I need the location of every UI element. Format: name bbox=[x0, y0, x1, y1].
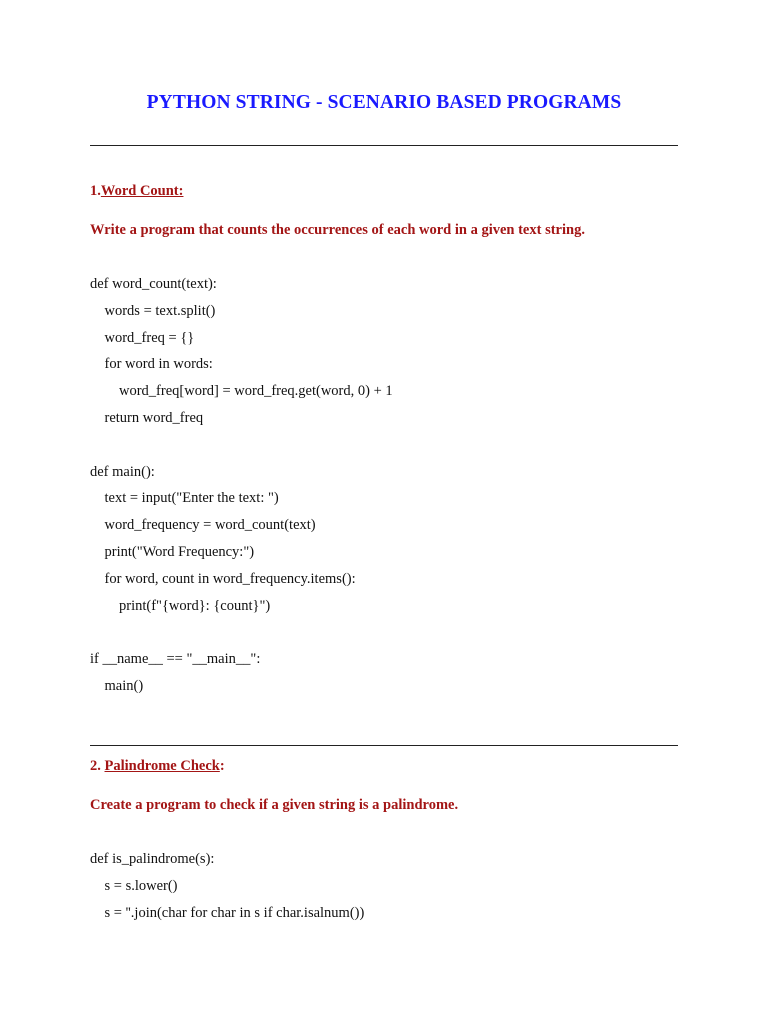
code-line: def is_palindrome(s): bbox=[90, 851, 215, 867]
code-line: s = ''.join(char for char in s if char.isalnum()) bbox=[90, 904, 365, 921]
divider bbox=[90, 745, 678, 746]
code-block-word-count bbox=[90, 271, 393, 700]
blank-line bbox=[90, 619, 393, 646]
page-title: PYTHON STRING - SCENARIO BASED PROGRAMS bbox=[146, 92, 622, 113]
code-block-palindrome bbox=[90, 846, 364, 926]
code-line: print("Word Frequency:") bbox=[90, 543, 255, 560]
section-heading-word-count bbox=[90, 183, 183, 200]
section-title-suffix: : bbox=[219, 758, 225, 774]
code-line: text = input("Enter the text: ") bbox=[90, 490, 279, 507]
code-line: words = text.split() bbox=[90, 302, 216, 319]
code-line: def word_count(text): bbox=[90, 276, 217, 292]
task-description: Write a program that counts the occurrences of each word in a given text string. bbox=[90, 222, 585, 238]
code-line: print(f"{word}: {count}") bbox=[90, 597, 271, 614]
section-heading-palindrome bbox=[90, 758, 225, 775]
code-line: for word in words: bbox=[90, 356, 213, 373]
code-line: word_freq[word] = word_freq.get(word, 0) + 1 bbox=[90, 383, 393, 400]
divider bbox=[90, 145, 678, 146]
code-line: for word, count in word_frequency.items(): bbox=[90, 570, 356, 587]
code-line: def main(): bbox=[90, 463, 155, 480]
section-title: Word Count: bbox=[100, 183, 184, 199]
section-number: 2. bbox=[90, 758, 105, 774]
task-description: Create a program to check if a given string is a palindrome. bbox=[90, 797, 459, 813]
code-line: s = s.lower() bbox=[90, 877, 178, 894]
section-title: Palindrome Check bbox=[104, 758, 220, 774]
code-line: if __name__ == "__main__": bbox=[90, 651, 261, 668]
section-number: 1. bbox=[90, 183, 101, 199]
code-line: word_freq = {} bbox=[90, 329, 195, 346]
code-line: word_frequency = word_count(text) bbox=[90, 517, 316, 534]
code-line: main() bbox=[90, 677, 144, 694]
code-line: return word_freq bbox=[90, 409, 204, 426]
blank-line bbox=[90, 432, 393, 459]
